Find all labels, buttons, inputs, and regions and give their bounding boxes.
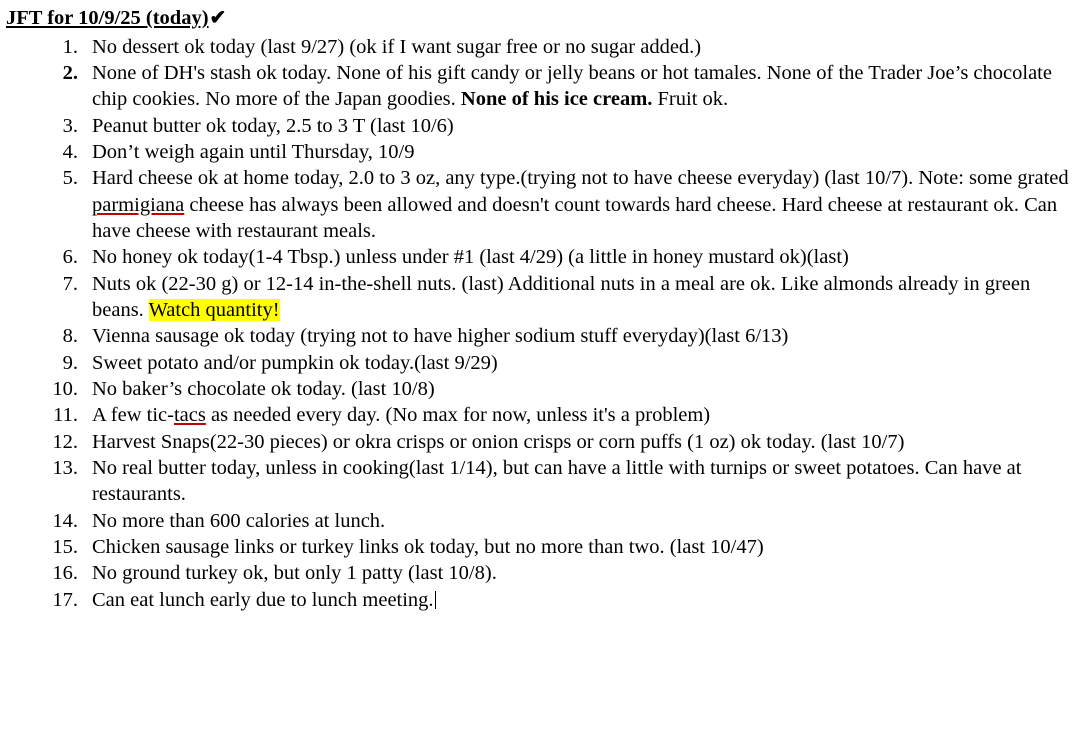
list-item-number: 12. [52,430,78,453]
jft-list [0,34,1092,613]
list-item-number: 10. [52,377,78,400]
text-run: No dessert ok today (last 9/27) (ok if I want sugar free or no sugar added.) [92,35,702,58]
text-run: Can eat lunch early due to lunch meeting. [92,588,434,611]
list-item-number: 6. [62,246,78,269]
list-item [0,113,1092,139]
list-item-text [92,457,1021,505]
list-item-number: 17. [52,588,78,611]
list-item-text [92,246,849,268]
list-item-text [92,378,435,400]
list-item-number: 3. [62,114,78,137]
text-run: Don’t weigh again until Thursday, 10/9 [92,140,415,163]
list-item-text [92,562,497,584]
list-item [0,34,1092,60]
list-item-text [92,273,1030,321]
text-run: Harvest Snaps(22-30 pieces) or okra crisps or onion crisps or corn puffs (1 oz) ok today. (last 10/7) [92,430,905,453]
list-item [0,271,1092,324]
list-item [0,429,1092,455]
list-item-number: 13. [52,456,78,479]
list-item [0,350,1092,376]
list-item-number: 16. [52,562,78,585]
list-item [0,60,1092,113]
list-item [0,139,1092,165]
list-item [0,323,1092,349]
text-run: Sweet potato and/or pumpkin ok today.(last 9/29) [92,351,498,374]
list-item-text [92,62,1052,110]
list-item-number: 15. [52,535,78,558]
list-item-text [92,510,385,532]
list-item-number: 1. [62,35,78,58]
text-run: A few tic- [92,404,174,427]
text-run: as needed every day. (No max for now, unless it's a problem) [205,404,711,427]
list-item-text [92,589,436,611]
list-item-text [92,352,498,374]
list-item [0,508,1092,534]
text-run: cheese has always been allowed and doesn't count towards hard cheese. Hard cheese at restaurant ok. Can have cheese with restaurant meals. [92,193,1058,242]
list-item [0,455,1092,508]
emphasis-text: None of his ice cream. [460,88,653,111]
list-item [0,165,1092,244]
text-cursor [435,591,436,609]
text-run: Fruit ok. [652,88,729,111]
list-item [0,560,1092,586]
text-run: Peanut butter ok today, 2.5 to 3 T (last 10/6) [92,114,454,137]
list-item-number: 14. [52,509,78,532]
list-item-text [92,167,1069,242]
text-run: No more than 600 calories at lunch. [92,509,386,532]
list-item-text [92,141,414,163]
list-item [0,376,1092,402]
text-run: Nuts ok (22-30 g) or 12-14 in-the-shell nuts. (last) Additional nuts in a meal are ok. Like almonds already in green beans. [92,272,1031,321]
highlighted-text: Watch quantity! [148,298,280,321]
spellcheck-word: tacs [173,404,206,427]
text-run: None of DH's stash ok today. None of his gift candy or jelly beans or hot tamales. None of the Trader Joe’s chocolate chip cookies. No more of the Japan goodies. [92,61,1052,111]
text-run: No baker’s chocolate ok today. (last 10/8) [92,377,435,400]
list-item-text [92,404,710,426]
text-run: Chicken sausage links or turkey links ok today, but no more than two. (last 10/47) [92,535,764,558]
text-run: Hard cheese ok at home today, 2.0 to 3 oz, any type.(trying not to have cheese everyday) (last 10/7). Note: some grated [92,167,1069,190]
spellcheck-word: parmigiana [92,193,185,216]
text-run: No real butter today, unless in cooking(last 1/14), but can have a little with turnips or sweet potatoes. Can have at restaurants. [92,456,1022,506]
list-item-number: 8. [62,325,78,348]
list-item-number: 9. [62,351,78,374]
list-item-text [92,36,701,58]
list-item-text [92,115,454,137]
page-title-text: JFT for 10/9/25 (today) [6,7,209,29]
list-item-text [92,431,904,453]
list-item-number: 7. [62,272,78,295]
text-run: No ground turkey ok, but only 1 patty (last 10/8). [92,562,497,585]
list-item-text [92,536,764,558]
list-item [0,534,1092,560]
checkmark-icon: ✔ [209,7,227,29]
page-title [6,6,226,32]
list-item-number: 5. [62,167,78,190]
list-item [0,587,1092,613]
text-run: Vienna sausage ok today (trying not to have higher sodium stuff everyday)(last 6/13) [92,325,789,348]
list-item-text [92,325,788,347]
list-item-number: 2. [62,61,78,84]
list-item [0,244,1092,270]
text-run: No honey ok today(1-4 Tbsp.) unless under #1 (last 4/29) (a little in honey mustard ok)(last) [92,246,849,269]
list-item [0,402,1092,428]
list-item-number: 4. [62,140,78,163]
list-item-number: 11. [53,404,78,427]
